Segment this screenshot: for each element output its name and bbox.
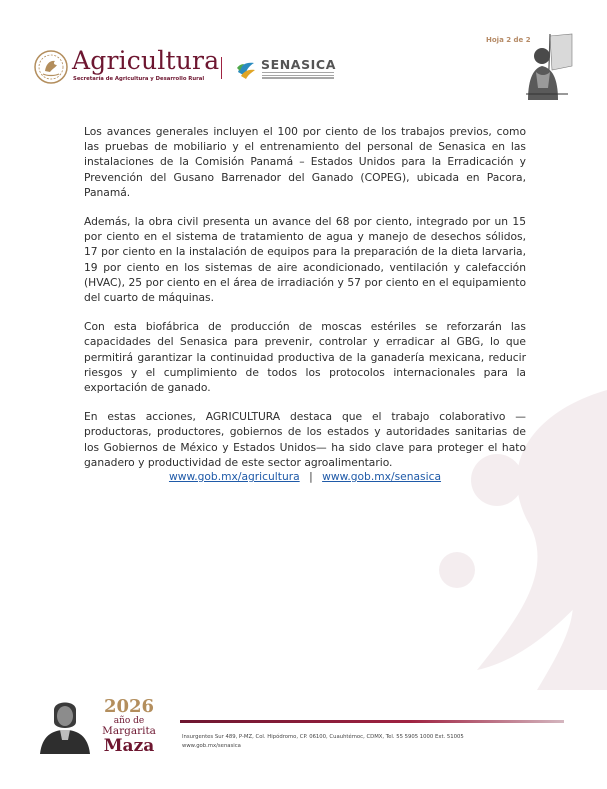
paragraph: Además, la obra civil presenta un avance del 68 por ciento, integrado por un 15 por ciento en el sistema de tratamiento de agua y manejo de desechos sólidos, 17 por ciento en la instalación de equipos para la preparación de la dieta larvaria, 19 por ciento en los sistemas de aire acondicionado, ventilación y calefacción (HVAC), 25 por ciento en el área de irradiación y 57 por ciento en el equipamiento del cuarto de máquinas. (84, 215, 526, 305)
footer-divider (180, 720, 564, 723)
header-divider (221, 57, 222, 79)
honoree-first-name: Margarita (102, 725, 156, 737)
heroine-emblem-icon (522, 32, 574, 102)
agriculture-subtitle: Secretaría de Agricultura y Desarrollo Rural (73, 76, 205, 82)
page-number: Hoja 2 de 2 (486, 36, 531, 44)
footer-website[interactable]: www.gob.mx/senasica (182, 743, 241, 749)
paragraph: En estas acciones, AGRICULTURA destaca que el trabajo colaborativo —productoras, productores, gobiernos de los estados y autoridades sanitarias de los Gobiernos de México y Estados Unidos— ha sido clave para proteger el hato ganadero y productividad de este sector agroalimentario. (84, 410, 526, 469)
header-logos (34, 48, 414, 88)
body-text (84, 124, 526, 484)
year-badge (99, 697, 159, 755)
senasica-link[interactable]: www.gob.mx/senasica (322, 470, 442, 483)
honoree-last-name: Maza (103, 736, 155, 756)
senasica-subtitle-lines (262, 72, 334, 80)
footer-address: Insurgentes Sur 489, P-MZ, Col. Hipódromo, CP. 06100, Cuauhtémoc, CDMX, Tel. 55 5905 1000 Ext. 51005 (182, 734, 464, 740)
senasica-title: SENASICA (261, 57, 336, 72)
website-links (84, 470, 526, 483)
link-separator: | (309, 470, 313, 483)
year-caption: año de (113, 716, 145, 726)
year-number: 2026 (103, 696, 155, 717)
senasica-logo-icon (235, 58, 257, 80)
mexico-coat-of-arms-icon (34, 50, 68, 84)
paragraph: Los avances generales incluyen el 100 por ciento de los trabajos previos, como las pruebas de mobiliario y el entrenamiento del personal de Senasica en las instalaciones de la Comisión Panamá – Estados Unidos para la Erradicación y Prevención del Gusano Barrenador del Ganado (COPEG), ubicada en Pacora, Panamá. (84, 125, 526, 199)
agricultura-link[interactable]: www.gob.mx/agricultura (168, 470, 300, 483)
agriculture-title: Agricultura (72, 46, 220, 75)
margarita-maza-portrait-icon (34, 692, 96, 754)
paragraph: Con esta biofábrica de producción de moscas estériles se reforzarán las capacidades del Senasica para prevenir, controlar y erradicar al GBG, lo que permitirá garantizar la continuidad productiva de la ganadería mexicana, reducir riesgos y el cumplimiento de todos los protocolos internacionales para la exportación de ganado. (84, 320, 526, 395)
